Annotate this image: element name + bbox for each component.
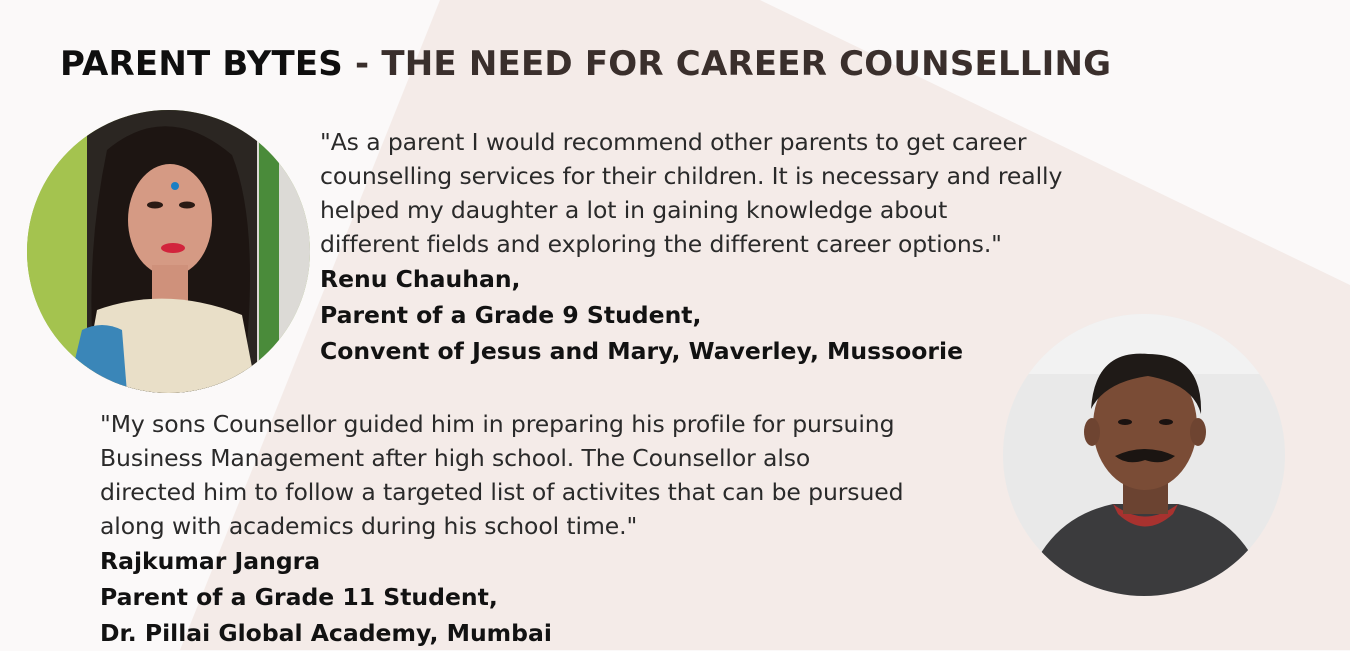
woman-portrait-icon	[27, 110, 310, 393]
page-title	[60, 44, 1111, 84]
parent-photo-rajkumar	[1003, 314, 1285, 596]
testimonial-author-role: Parent of a Grade 11 Student,	[100, 583, 498, 611]
testimonial-author-school: Dr. Pillai Global Academy, Mumbai	[100, 619, 552, 647]
testimonial-author-school: Convent of Jesus and Mary, Waverley, Mussoorie	[320, 337, 964, 365]
title-part-2: - THE NEED FOR CAREER COUNSELLING	[342, 44, 1112, 84]
title-part-1: PARENT BYTES	[60, 44, 343, 84]
parent-photo-renu	[27, 110, 310, 393]
testimonial-author-name: Renu Chauhan,	[320, 265, 521, 293]
testimonial-author-name: Rajkumar Jangra	[100, 547, 321, 575]
testimonial-renu	[320, 125, 1150, 369]
testimonial-quote: "As a parent I would recommend other parents to get career counselling services for their children. It is necessary and really helped my daughter a lot in gaining knowledge about different fields and exploring the different career options."	[320, 128, 1063, 258]
man-portrait-icon	[1003, 314, 1285, 596]
testimonial-author-role: Parent of a Grade 9 Student,	[320, 301, 702, 329]
testimonial-rajkumar	[100, 407, 1000, 651]
testimonial-quote: "My sons Counsellor guided him in preparing his profile for pursuing Business Management after high school. The Counsellor also directed him to follow a targeted list of activites that can be pursued along with academics during his school time."	[100, 410, 904, 540]
